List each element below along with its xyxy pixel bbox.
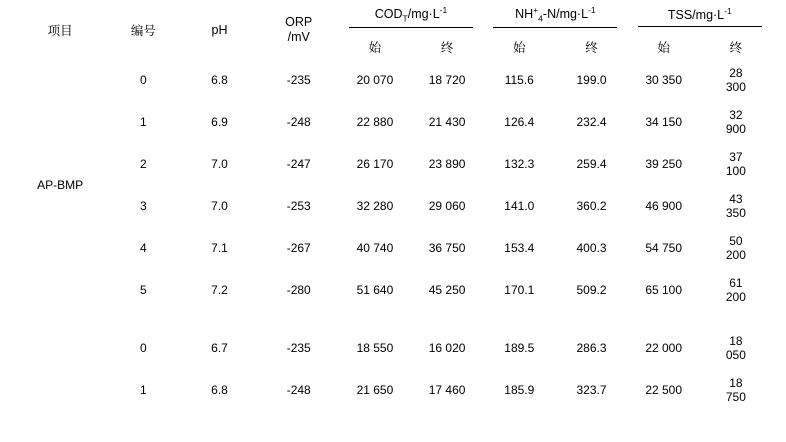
cell-nh4-start: 132.3	[504, 157, 535, 171]
cell-nh4-end: 199.0	[576, 73, 607, 87]
cell-cod-start: 18 550	[356, 341, 394, 355]
cell-number: 4	[139, 241, 147, 255]
header-cod-underline	[349, 27, 473, 28]
header-tss-group	[628, 0, 772, 34]
cell-tss-start: 46 900	[645, 199, 683, 213]
header-nh4-sup1: +	[533, 5, 539, 16]
cell-tss-end: 18 750	[725, 376, 746, 404]
cell-tss-start: 22 000	[645, 341, 683, 355]
header-project: 项目	[47, 23, 73, 38]
header-nh4-mid: -N/mg·L	[542, 7, 589, 22]
cell-orp: -235	[286, 341, 311, 355]
cell-nh4-end: 400.3	[576, 241, 607, 255]
cell-number: 5	[139, 283, 147, 297]
header-nh4-start: 始	[513, 40, 526, 55]
header-orp-line2: /mV	[287, 29, 310, 44]
header-orp-line1: ORP	[285, 14, 313, 29]
header-nh4-end: 终	[585, 40, 598, 55]
header-nh4-sub: 4	[538, 13, 543, 24]
header-cod-prefix: COD	[374, 7, 403, 22]
cell-tss-end: 61 200	[725, 276, 746, 304]
cell-nh4-start: 189.5	[504, 341, 535, 355]
cell-nh4-end: 509.2	[576, 283, 607, 297]
header-tss-underline	[638, 26, 762, 27]
table-row	[14, 101, 772, 143]
table-row	[14, 327, 772, 369]
cell-number: 0	[139, 73, 147, 87]
cell-tss-end: 37 100	[725, 150, 746, 178]
cell-number: 0	[139, 341, 147, 355]
header-cod-suffix: /mg·L	[407, 7, 440, 22]
header-cod-end: 终	[440, 40, 454, 55]
cell-ph: 6.9	[211, 115, 228, 129]
header-cod-sub: T	[402, 13, 408, 24]
cell-cod-start: 20 070	[356, 73, 394, 87]
cell-orp: -253	[286, 199, 311, 213]
cell-number: 2	[139, 157, 147, 171]
row-group-label: AP-BMP	[37, 178, 84, 192]
cell-orp: -247	[286, 157, 311, 171]
cell-cod-end: 16 020	[428, 341, 466, 355]
cell-project	[14, 369, 106, 411]
cell-cod-start: 32 280	[356, 199, 394, 213]
cell-nh4-start: 170.1	[504, 283, 535, 297]
cell-cod-end: 18 720	[428, 73, 466, 87]
header-tss-prefix: TSS/mg·L	[667, 8, 725, 23]
table-row	[14, 227, 772, 269]
cell-nh4-end: 259.4	[576, 157, 607, 171]
cell-tss-start: 39 250	[645, 157, 683, 171]
header-nh4-group	[483, 0, 627, 34]
table-group-gap	[14, 311, 772, 327]
header-nh4-underline	[493, 27, 617, 28]
cell-cod-end: 29 060	[428, 199, 466, 213]
header-cod-sup: -1	[439, 5, 448, 16]
table-header-main	[14, 0, 772, 34]
header-orp	[259, 0, 339, 59]
table-row	[14, 185, 772, 227]
cell-ph: 7.1	[211, 241, 228, 255]
cell-tss-start: 54 750	[645, 241, 683, 255]
cell-number: 1	[139, 115, 147, 129]
table-row	[14, 269, 772, 311]
cell-nh4-end: 323.7	[576, 383, 607, 397]
header-ph: pH	[211, 22, 228, 37]
table-row	[14, 59, 772, 101]
cell-tss-end: 50 200	[725, 234, 746, 262]
cell-orp: -280	[286, 283, 311, 297]
cell-cod-start: 22 880	[356, 115, 394, 129]
cell-tss-start: 22 500	[645, 383, 683, 397]
cell-number: 1	[139, 383, 147, 397]
header-cod-group	[339, 0, 483, 34]
cell-nh4-end: 286.3	[576, 341, 607, 355]
cell-nh4-end: 360.2	[576, 199, 607, 213]
cell-cod-end: 17 460	[428, 383, 466, 397]
cell-cod-end: 36 750	[428, 241, 466, 255]
cell-ph: 7.0	[211, 157, 228, 171]
cell-cod-start: 40 740	[356, 241, 394, 255]
header-cod-start: 始	[368, 40, 382, 55]
cell-cod-start: 21 650	[356, 383, 394, 397]
header-number: 编号	[130, 23, 156, 38]
header-nh4-prefix: NH	[515, 7, 534, 22]
cell-tss-start: 65 100	[645, 283, 683, 297]
cell-tss-start: 30 350	[645, 73, 683, 87]
cell-orp: -267	[286, 241, 311, 255]
cell-cod-start: 26 170	[356, 157, 394, 171]
cell-cod-start: 51 640	[356, 283, 394, 297]
cell-number: 3	[139, 199, 147, 213]
cell-ph: 6.7	[211, 341, 228, 355]
cell-nh4-start: 126.4	[504, 115, 535, 129]
cell-tss-start: 34 150	[645, 115, 683, 129]
header-tss-end: 终	[729, 40, 743, 55]
cell-ph: 7.0	[211, 199, 228, 213]
cell-cod-end: 23 890	[428, 157, 466, 171]
cell-nh4-start: 141.0	[504, 199, 535, 213]
header-tss-start: 始	[657, 40, 670, 55]
cell-tss-end: 32 900	[725, 108, 746, 136]
cell-tss-end: 28 300	[725, 66, 746, 94]
cell-tss-end: 43 350	[725, 192, 746, 220]
cell-project	[14, 327, 106, 369]
measurements-table	[14, 0, 772, 411]
table-row	[14, 143, 772, 185]
cell-nh4-start: 185.9	[504, 383, 535, 397]
cell-orp: -235	[286, 73, 311, 87]
cell-ph: 6.8	[211, 73, 228, 87]
header-tss-sup: -1	[724, 6, 732, 17]
cell-ph: 6.8	[211, 383, 228, 397]
cell-orp: -248	[286, 383, 311, 397]
cell-nh4-start: 115.6	[504, 73, 534, 87]
cell-nh4-end: 232.4	[576, 115, 607, 129]
cell-cod-end: 45 250	[428, 283, 466, 297]
table-row	[14, 369, 772, 411]
cell-tss-end: 18 050	[725, 334, 746, 362]
cell-nh4-start: 153.4	[504, 241, 535, 255]
cell-ph: 7.2	[211, 283, 228, 297]
cell-cod-end: 21 430	[428, 115, 466, 129]
cell-orp: -248	[286, 115, 311, 129]
header-nh4-sup2: -1	[588, 5, 596, 16]
